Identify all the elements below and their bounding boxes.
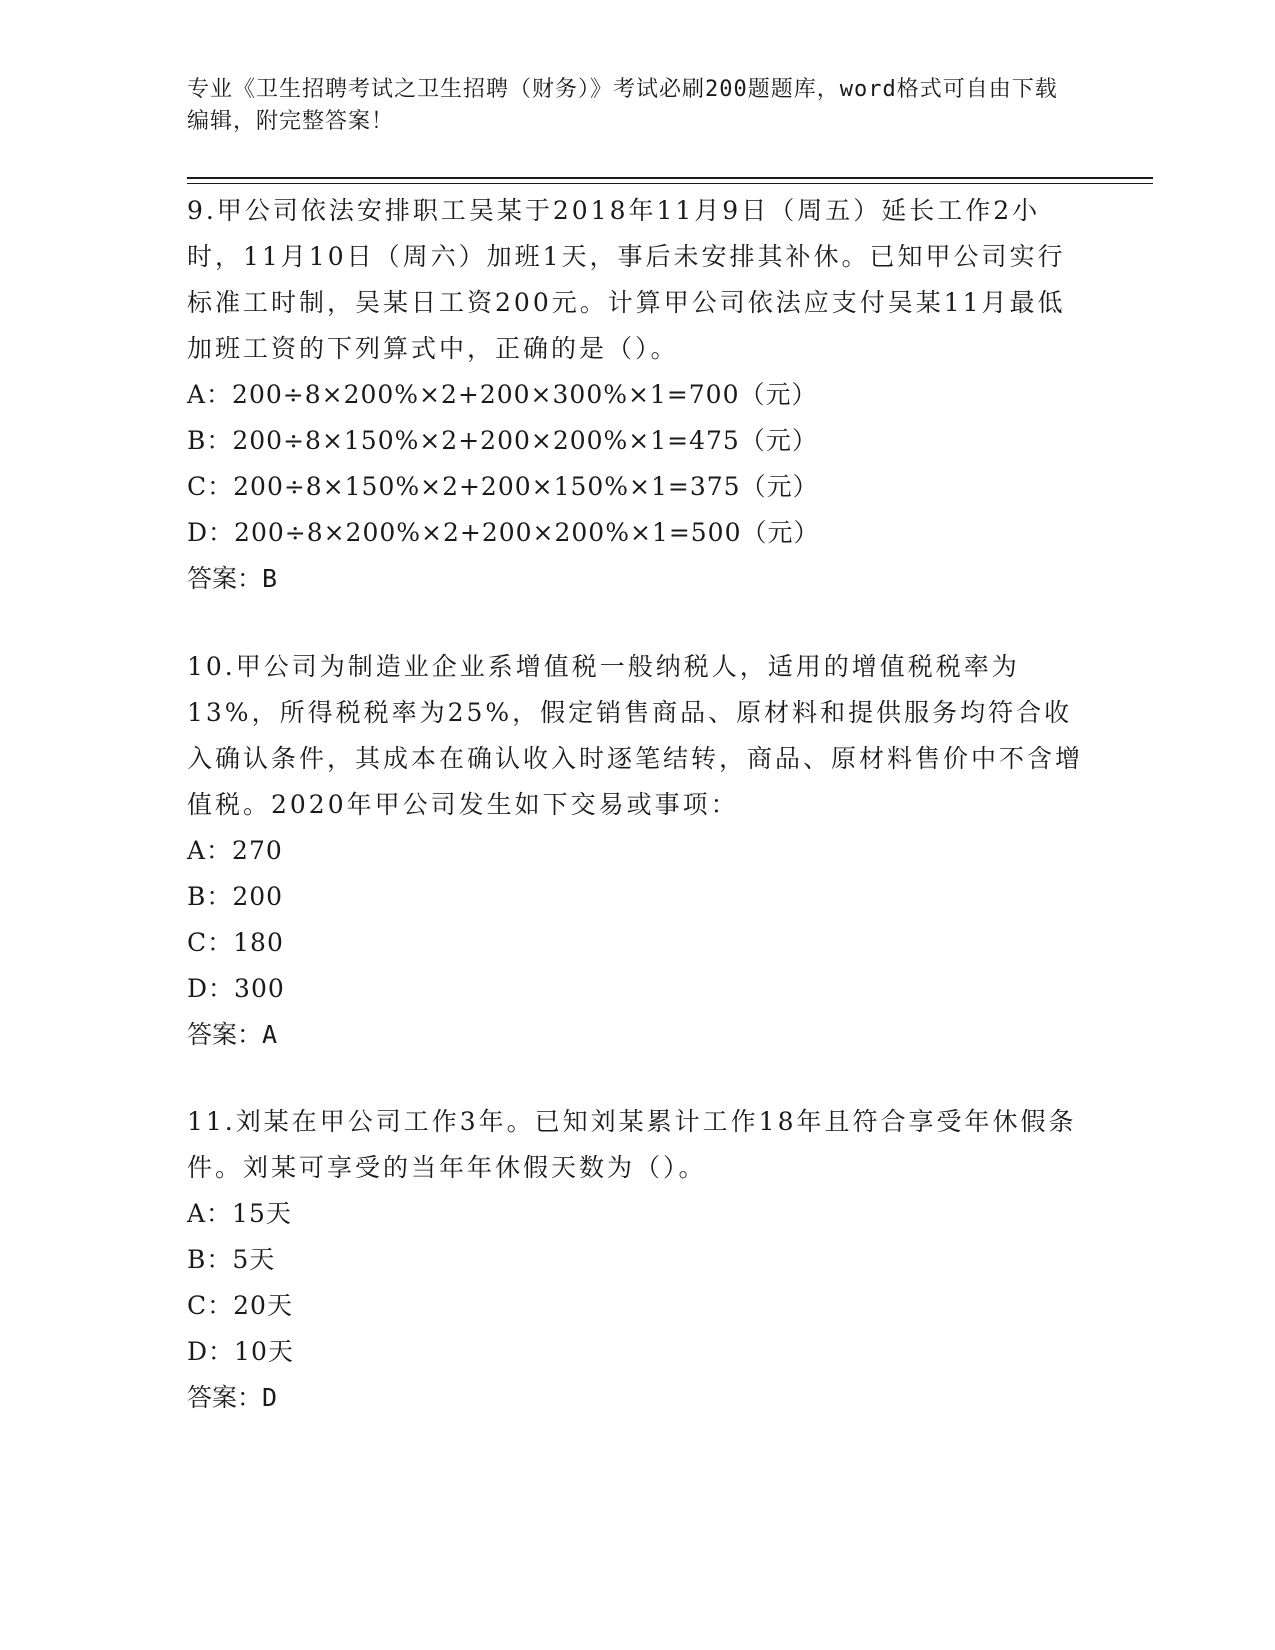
option-d: D：10天 [187, 1337, 294, 1366]
option-b: B：5天 [187, 1245, 276, 1274]
option-a: A：15天 [187, 1199, 292, 1228]
option-a: A：270 [187, 836, 283, 865]
document-header: 专业《卫生招聘考试之卫生招聘（财务）》考试必刷200题题库，word格式可自由下载编辑，附完整答案！ [187, 77, 1058, 134]
option-c: C：20天 [187, 1291, 293, 1320]
option-b: B：200 [187, 882, 284, 911]
question-stem: 11.刘某在甲公司工作3年。已知刘某累计工作18年且符合享受年休假条件。刘某可享受的当年年休假天数为（）。 [187, 1107, 1077, 1182]
answer: 答案：A [187, 1020, 278, 1049]
option-d: D：300 [187, 974, 285, 1003]
answer: 答案：D [187, 1383, 278, 1412]
question-11 [187, 1099, 1087, 1421]
option-b: B：200÷8×150%×2+200×200%×1=475（元） [187, 426, 818, 455]
question-stem: 9.甲公司依法安排职工吴某于2018年11月9日（周五）延长工作2小时，11月10日（周六）加班1天，事后未安排其补休。已知甲公司实行标准工时制，吴某日工资200元。计算甲公司依法应支付吴某11月最低加班工资的下列算式中，正确的是（）。 [187, 196, 1066, 363]
option-d: D：200÷8×200%×2+200×200%×1=500（元） [187, 518, 820, 547]
header-divider-thick [187, 177, 1153, 179]
answer: 答案：B [187, 564, 278, 593]
question-stem: 10.甲公司为制造业企业系增值税一般纳税人，适用的增值税税率为13%，所得税税率为25%，假定销售商品、原材料和提供服务均符合收入确认条件，其成本在确认收入时逐笔结转，商品、原材料售价中不含增值税。2020年甲公司发生如下交易或事项： [187, 652, 1084, 819]
option-c: C：180 [187, 928, 284, 957]
question-9 [187, 188, 1087, 602]
option-a: A：200÷8×200%×2+200×300%×1=700（元） [187, 380, 818, 409]
question-10 [187, 644, 1087, 1058]
header-divider-thin [187, 183, 1153, 184]
option-c: C：200÷8×150%×2+200×150%×1=375（元） [187, 472, 819, 501]
